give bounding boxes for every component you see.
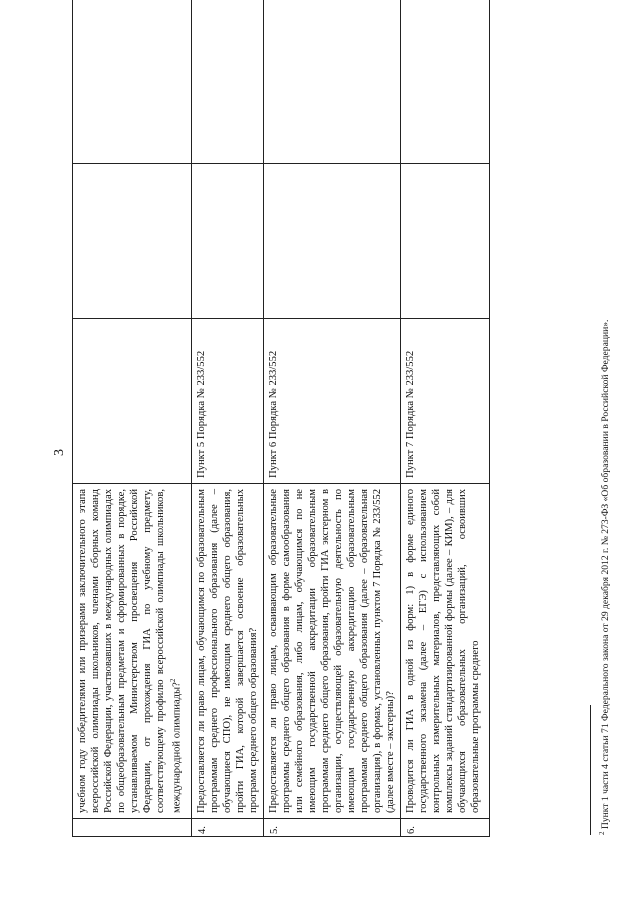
note-cell <box>192 0 264 164</box>
reference-cell: Пункт 6 Порядка № 233/552 <box>264 319 401 484</box>
reference-cell <box>73 319 192 484</box>
reference-cell: Пункт 5 Порядка № 233/552 <box>192 319 264 484</box>
reference-cell: Пункт 7 Порядка № 233/552 <box>401 319 490 484</box>
checklist-table <box>72 0 490 837</box>
answer-cell <box>73 164 192 319</box>
table-row <box>192 0 264 837</box>
table-row <box>73 0 192 837</box>
table-row <box>401 0 490 837</box>
table-row <box>264 0 401 837</box>
row-number: 4. <box>192 819 264 837</box>
answer-cell <box>401 164 490 319</box>
answer-cell <box>264 164 401 319</box>
question-cell: Предоставляется ли право лицам, обучающимся по образовательным программам среднего профессионального образования (далее – обучающиеся СПО), не имеющим среднего общего образования, пройти ГИА, которой завершается освоение образовательных программ среднего общего образования? <box>192 484 264 819</box>
question-text: учебном году победителями или призерами заключительного этапа всероссийской олимпиады школьников, членами сборных команд Российской Федерации, участвовавших в международных олимпиадах по общеобразовательным предметам и сформированных в порядке, устанавливаемом Министерством просвещения Российской Федерации, от прохождения ГИА по учебному предмету, соответствующему профилю всероссийской олимпиады школьников, международной олимпиады? <box>77 489 183 813</box>
page-number: 3 <box>52 449 67 456</box>
row-number: 5. <box>264 819 401 837</box>
footnote <box>596 15 612 835</box>
footnote-mark: 2 <box>169 678 177 683</box>
question-cell: Проводится ли ГИА в одной из форм: 1) в форме единого государственного экзамена (далее – ЕГЭ) с использованием контрольных измерительных материалов, представляющих собой комплексы заданий стандартизированной формы (далее – КИМ), – для обучающихся образовательных организаций, освоивших образовательные программы среднего <box>401 484 490 819</box>
footnote-divider <box>590 705 591 835</box>
question-cell <box>73 484 192 819</box>
note-cell <box>264 0 401 164</box>
row-number: 6. <box>401 819 490 837</box>
footnote-number: 2 <box>598 831 606 835</box>
question-cell: Предоставляется ли право лицам, осваивающим образовательные программы среднего общего образования в форме самообразования или семейного образования, либо лицам, обучающимся по не имеющим государственной аккредитации образовательным программам среднего общего образования, пройти ГИА экстерном в организации, осуществляющей образовательную деятельность по имеющим государственную аккредитацию образовательным программам среднего общего образования (далее – образовательная организация), в формах, установленных пунктом 7 Порядка № 233/552 (далее вместе – экстерны)? <box>264 484 401 819</box>
footnote-text: Пункт 1 части 4 статьи 71 Федерального закона от 29 декабря 2012 г. № 273-ФЗ «Об образовании в Российской Федерации». <box>600 319 612 830</box>
note-cell <box>73 0 192 164</box>
row-number <box>73 819 192 837</box>
note-cell <box>401 0 490 164</box>
answer-cell <box>192 164 264 319</box>
